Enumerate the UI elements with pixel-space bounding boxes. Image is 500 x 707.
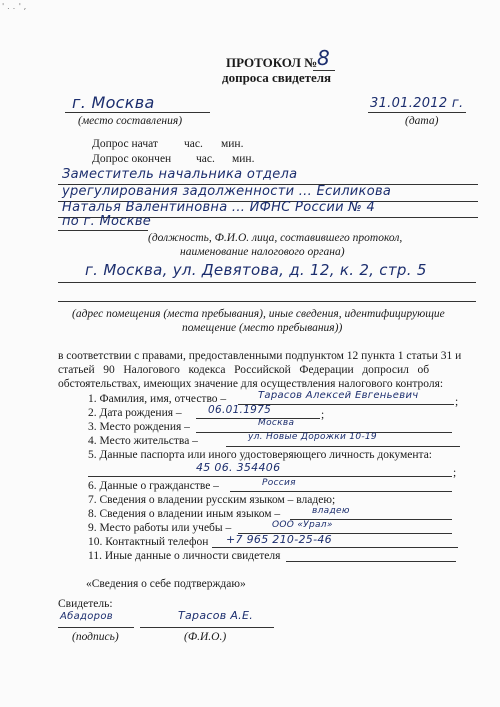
signature-caption: (подпись): [72, 631, 119, 643]
field-4-label: 4. Место жительства –: [88, 435, 198, 447]
address-value: г. Москва, ул. Девятова, д. 12, к. 2, стр. 5: [85, 261, 427, 279]
field-6-line: [230, 491, 452, 492]
field-6-value: Россия: [262, 478, 296, 488]
field-10-value: +7 965 210-25-46: [226, 533, 332, 546]
end-hours: час.: [196, 153, 215, 165]
scan-marks: ' . . ' ,: [2, 2, 27, 11]
field-10-line: [212, 547, 458, 548]
field-11-label: 11. Иные данные о личности свидетеля: [88, 550, 281, 562]
date-caption: (дата): [405, 115, 439, 127]
field-4-value: ул. Новые Дорожки 10-19: [248, 432, 377, 442]
field-9-value: ООО «Урал»: [272, 520, 333, 530]
official-line-3: Наталья Валентиновна ... ИФНС России № 4: [62, 200, 376, 215]
protocol-title: ПРОТОКОЛ №: [226, 55, 318, 70]
place-underline: [65, 112, 210, 113]
field-6-label: 6. Данные о гражданстве –: [88, 480, 219, 492]
field-4-line: [226, 446, 460, 447]
signature-line: [58, 627, 134, 628]
witness-signature: Абадоров: [60, 611, 113, 622]
official-line-2: урегулирования задолженности ... Есиликова: [62, 184, 392, 199]
protocol-subtitle: допроса свидетеля: [222, 70, 332, 85]
field-8-value: владею: [312, 506, 350, 516]
start-minutes: мин.: [221, 138, 244, 150]
date-value: 31.01.2012 г.: [370, 96, 464, 111]
field-8-label: 8. Сведения о владении иным языком –: [88, 508, 281, 520]
intro-line-3: обстоятельствах, имеющих значение для осуществления налогового контроля:: [58, 378, 444, 390]
field-1-label: 1. Фамилия, имя, отчество –: [88, 393, 227, 405]
intro-line-1: в соответствии с правами, предоставленными подпунктом 12 пункта 1 статьи 31 и: [58, 350, 462, 362]
date-underline: [368, 112, 466, 113]
field-5-semicolon: ;: [453, 467, 457, 479]
field-10-label: 10. Контактный телефон: [88, 536, 209, 548]
name-line: [140, 627, 274, 628]
address-caption-2: помещение (место пребывания)): [182, 322, 343, 334]
official-caption-2: наименование налогового органа): [180, 246, 345, 258]
start-hours: час.: [184, 138, 203, 150]
protocol-number: 8: [317, 46, 331, 70]
witness-label: Свидетель:: [58, 598, 113, 610]
address-underline-1: [58, 282, 476, 283]
intro-line-2: статьей 90 Налогового кодекса Российской Федерации допросил об: [58, 364, 430, 376]
official-line-1: Заместитель начальника отдела: [62, 167, 298, 182]
field-2-semicolon: ;: [321, 409, 325, 421]
confirmation-text: «Сведения о себе подтверждаю»: [86, 578, 246, 590]
address-underline-2: [58, 301, 476, 302]
start-label: Допрос начат: [92, 138, 158, 150]
field-11-line: [286, 561, 456, 562]
field-3-label: 3. Место рождения –: [88, 421, 190, 433]
official-line-4: по г. Москве: [62, 214, 152, 229]
field-5-label: 5. Данные паспорта или иного удостоверяющего личность документа:: [88, 449, 433, 461]
field-1-semicolon: ;: [455, 396, 459, 408]
field-9-label: 9. Место работы или учебы –: [88, 522, 232, 534]
field-1-value: Тарасов Алексей Евгеньевич: [258, 390, 419, 401]
field-5-line: [88, 476, 452, 477]
field-2-label: 2. Дата рождения –: [88, 407, 182, 419]
official-caption-1: (должность, Ф.И.О. лица, составившего протокол,: [148, 232, 403, 244]
end-label: Допрос окончен: [92, 153, 172, 165]
end-minutes: мин.: [232, 153, 255, 165]
name-caption: (Ф.И.О.): [184, 631, 227, 643]
place-caption: (место составления): [78, 115, 183, 127]
witness-name: Тарасов А.Е.: [178, 609, 254, 622]
field-2-value: 06.01.1975: [208, 404, 272, 416]
place-value: г. Москва: [72, 93, 155, 112]
address-caption-1: (адрес помещения (места пребывания), иные сведения, идентифицирующие: [72, 308, 445, 320]
official-underline-4: [58, 230, 148, 231]
field-5-value: 45 06. 354406: [196, 461, 281, 474]
field-7-label: 7. Сведения о владении русским языком – владею;: [88, 494, 336, 506]
field-3-value: Москва: [258, 418, 295, 428]
